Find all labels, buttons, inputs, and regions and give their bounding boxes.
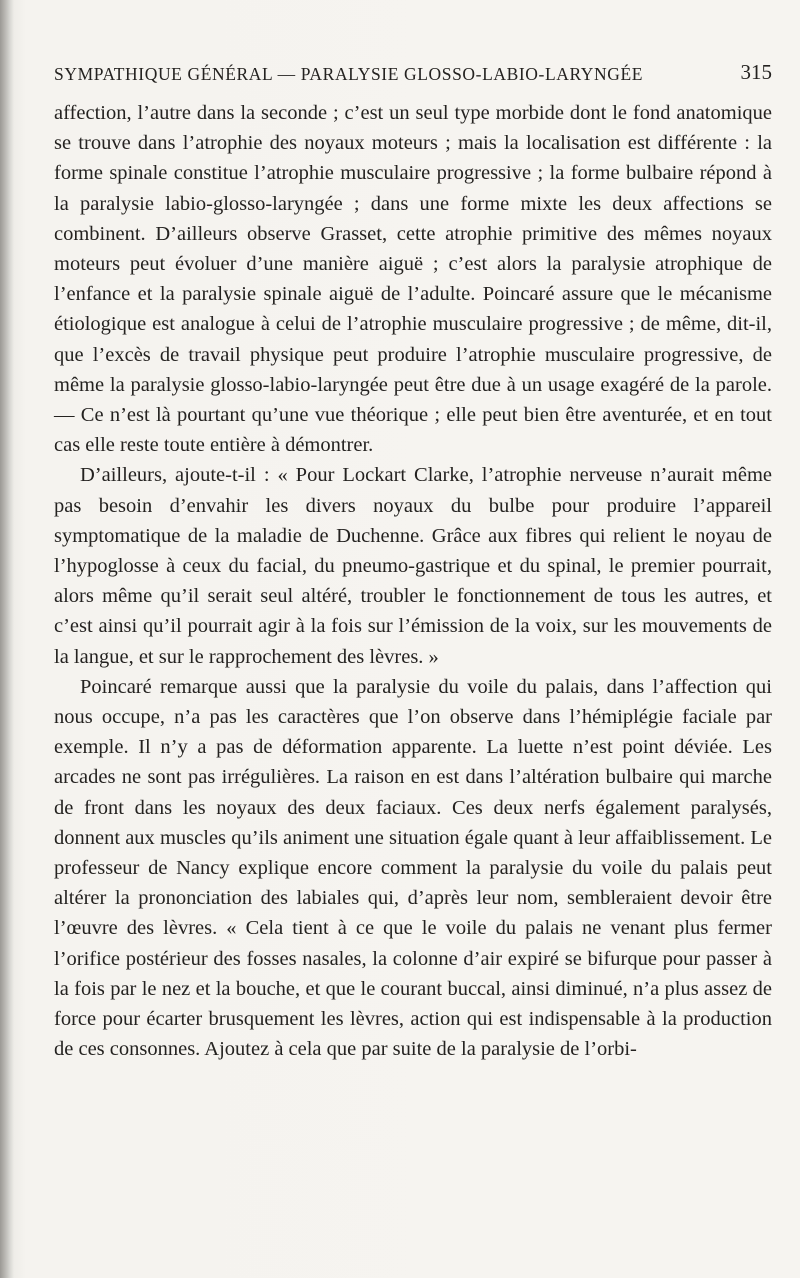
body-text [54,98,772,1065]
paragraph-2: D’ailleurs, ajoute-t-il : « Pour Lockart Clarke, l’atrophie nerveuse n’aurait même pas besoin d’envahir les divers noyaux du bulbe pour produire l’appareil symptomatique de la maladie de Duchenne. Grâce aux fibres qui relient le noyau de l’hypoglosse à ceux du facial, du pneumo-gastrique et du spinal, le premier pourrait, alors même qu’il serait seul altéré, troubler le fonctionnement de tous les autres, et c’est ainsi qu’il pourrait agir à la fois sur l’émission de la voix, sur les mouvements de la langue, et sur le rapprochement des lèvres. » [54,464,772,668]
page-header [54,60,772,94]
page-number: 315 [740,60,772,84]
running-head: SYMPATHIQUE GÉNÉRAL — PARALYSIE GLOSSO-LABIO-LARYNGÉE [54,64,644,84]
binding-shadow [0,0,14,1278]
paragraph-3: Poincaré remarque aussi que la paralysie du voile du palais, dans l’affection qui nous occupe, n’a pas les caractères que l’on observe dans l’hémiplégie faciale par exemple. Il n’y a pas de déformation apparente. La luette n’est point déviée. Les arcades ne sont pas irrégulières. La raison en est dans l’altération bulbaire qui marche de front dans les noyaux des deux faciaux. Ces deux nerfs également paralysés, donnent aux muscles qu’ils animent une situation égale quant à leur affaiblissement. Le professeur de Nancy explique encore comment la paralysie du voile du palais peut altérer la prononciation des labiales qui, d’après leur nom, sembleraient devoir être l’œuvre des lèvres. « Cela tient à ce que le voile du palais ne venant plus fermer l’orifice postérieur des fosses nasales, la colonne d’air expiré se bifurque pour passer à la fois par le nez et la bouche, et que le courant buccal, ainsi diminué, n’a plus assez de force pour écarter brusquement les lèvres, action qui est indispensable à la production de ces consonnes. Ajoutez à cela que par suite de la paralysie de l’orbi- [54,675,772,1061]
paragraph-1: affection, l’autre dans la seconde ; c’est un seul type morbide dont le fond anatomique se trouve dans l’atrophie des noyaux moteurs ; mais la localisation est différente : la forme spinale constitue l’atrophie musculaire progressive ; la forme bulbaire répond à la paralysie labio-glosso-laryngée ; dans une forme mixte les deux affections se combinent. D’ailleurs observe Grasset, cette atrophie primitive des mêmes noyaux moteurs peut évoluer d’une manière aiguë ; c’est alors la paralysie atrophique de l’enfance et la paralysie spinale aiguë de l’adulte. Poincaré assure que le mécanisme étiologique est analogue à celui de l’atrophie musculaire progressive ; de même, dit-il, que l’excès de travail physique peut produire l’atrophie musculaire progressive, de même la paralysie glosso-labio-laryngée peut être due à un usage exagéré de la parole. — Ce n’est là pourtant qu’une vue théorique ; elle peut bien être aventurée, et en tout cas elle reste toute entière à démontrer. [54,102,772,457]
